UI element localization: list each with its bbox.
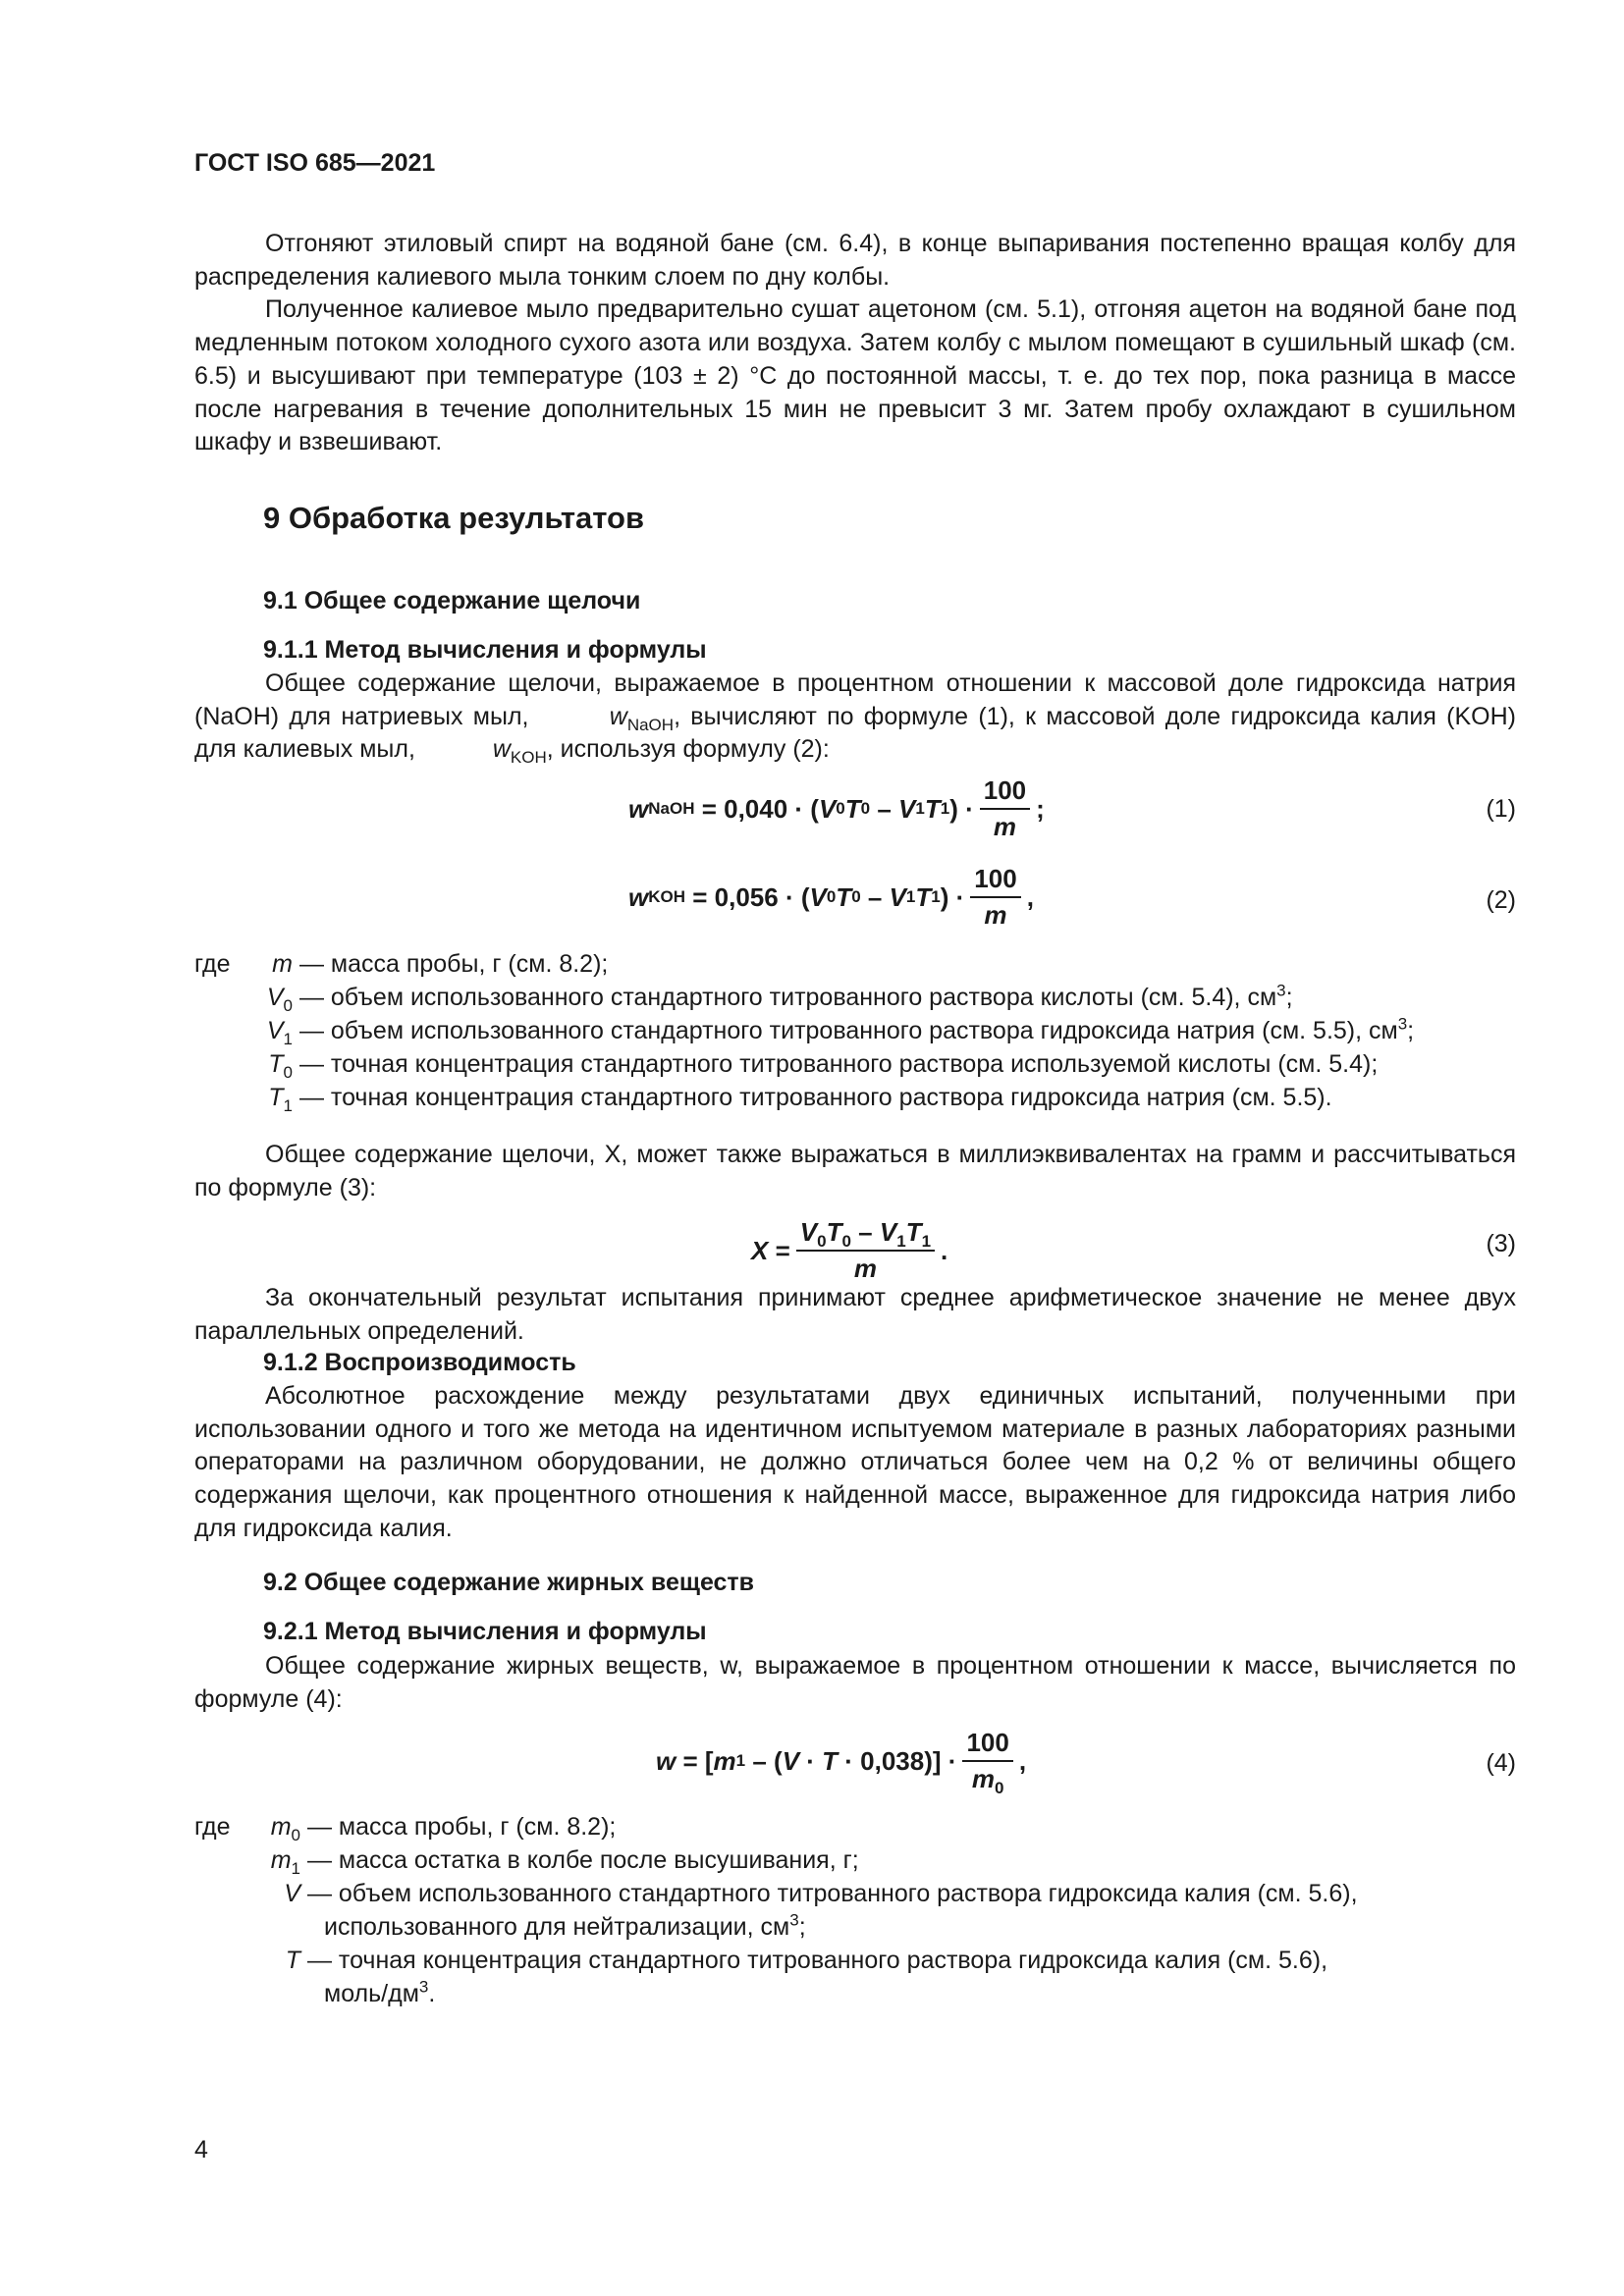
legend-item: m — масса пробы, г (см. 8.2); bbox=[272, 950, 609, 978]
legend-item: $T_0$ — точная концентрация стандартного титрованного раствора используемой кислоты (см. 5.4); bbox=[268, 1050, 1379, 1082]
legend-item: $m_1$ — масса остатка в колбе после высушивания, г; bbox=[270, 1846, 859, 1878]
formula-4-legend bbox=[194, 1811, 1516, 2037]
formula-3: X = $\frac{V_0T_0 - V_1T_1}{m}$ . bbox=[751, 1217, 948, 1283]
formula-1: w NaOH = 0,040 · ( V 0 T 0 – V 1 T 1 ) · $\frac{100}{m}$ ; bbox=[628, 775, 1045, 841]
legend-item: $V_1$ — объем использованного стандартного титрованного раствора гидроксида натрия (см. 5.5), $см^3$; bbox=[266, 1014, 1415, 1048]
section-9-1-1-title: 9.1.1 Метод вычисления и формулы bbox=[263, 636, 707, 664]
document-header: ГОСТ ISO 685—2021 bbox=[194, 149, 436, 177]
fatty-matter-paragraph: Общее содержание жирных веществ, w, выражаемое в процентном отношении к массе, вычисляется по формуле (4): bbox=[194, 1652, 1516, 1713]
section-9-1-1-text bbox=[194, 667, 1516, 767]
legend-item: T — точная концентрация стандартного титрованного раствора гидроксида калия (см. 5.6), моль/$дм^3$. bbox=[285, 1947, 1328, 2007]
legend-item: $T_1$ — точная концентрация стандартного титрованного раствора гидроксида натрия (см. 5.5). bbox=[268, 1084, 1332, 1115]
alkali-meq-paragraph: Общее содержание щелочи, X, может также выражаться в миллиэквивалентах на грамм и рассчитываться по формуле (3): bbox=[194, 1141, 1516, 1201]
intro-paragraph-2: Полученное калиевое мыло предварительно сушат ацетоном (см. 5.1), отгоняя ацетон на водяной бане под медленным потоком холодного сухого азота или воздуха. Затем колбу с мылом помещают в сушильный шкаф (см. 6.5) и высушивают при температуре (103 ± 2) °С до постоянной массы, т. е. до тех пор, пока разница в массе после нагревания в течение дополнительных 15 мин не превысит 3 мг. Затем пробу охлаждают в сушильном шкафу и взвешивают. bbox=[194, 295, 1516, 456]
formula-1-number: (1) bbox=[1486, 795, 1516, 823]
intro-paragraph-1: Отгоняют этиловый спирт на водяной бане (см. 6.4), в конце выпаривания постепенно вращая колбу для распределения калиевого мыла тонким слоем по дну колбы. bbox=[194, 230, 1516, 291]
legend-item: $m_0$ — масса пробы, г (см. 8.2); bbox=[270, 1813, 617, 1844]
reproducibility-text bbox=[194, 1380, 1516, 1546]
final-result-paragraph: За окончательный результат испытания принимают среднее арифметическое значение не менее двух параллельных определений. bbox=[194, 1284, 1516, 1345]
reproducibility-paragraph: Абсолютное расхождение между результатами двух единичных испытаний, полученными при использовании одного и того же метода на идентичном испытуемом материале в разных лабораториях разными операторами на различном оборудовании, не должно отличаться более чем на 0,2 % от величины общего содержания щелочи, как процентного отношения к найденной массе, выраженное для гидроксида натрия либо для гидроксида калия. bbox=[194, 1382, 1516, 1542]
legend-item: $V_0$ — объем использованного стандартного титрованного раствора кислоты (см. 5.4), $см^3$; bbox=[266, 981, 1293, 1015]
where-label: где bbox=[194, 1813, 231, 1841]
fatty-matter-text bbox=[194, 1650, 1516, 1716]
formula-4: w = [ m 1 – ( V · T · 0,038)] · $\frac{100}{m_0}$ , bbox=[656, 1728, 1027, 1798]
section-9-2-title: 9.2 Общее содержание жирных веществ bbox=[263, 1569, 755, 1596]
page-number: 4 bbox=[194, 2136, 208, 2163]
formula-2-number: (2) bbox=[1486, 886, 1516, 914]
formula-4-number: (4) bbox=[1486, 1749, 1516, 1777]
section-9-2-1-title: 9.2.1 Метод вычисления и формулы bbox=[263, 1618, 707, 1645]
final-result-text bbox=[194, 1282, 1516, 1348]
section-9-1-title: 9.1 Общее содержание щелочи bbox=[263, 587, 641, 614]
where-label: где bbox=[194, 950, 231, 978]
alkali-intro-paragraph: Общее содержание щелочи, выражаемое в процентном отношении к массовой доле гидроксида натрия (NaOH) для натриевых мыл, $w_{NaOH}$, вычисляют по формуле (1), к массовой доле гидроксида калия (KOH) для калиевых мыл, $w_{KOH}$, используя формулу (2): bbox=[194, 669, 1516, 768]
section-9-1-2-title: 9.1.2 Воспроизводимость bbox=[263, 1349, 576, 1376]
legend-item: V — объем использованного стандартного титрованного раствора гидроксида калия (см. 5.6), использованного для нейтрализации, $см^3$; bbox=[284, 1880, 1358, 1941]
alkali-meq-text bbox=[194, 1139, 1516, 1204]
formula-3-number: (3) bbox=[1486, 1230, 1516, 1257]
intro-text bbox=[194, 228, 1516, 459]
section-9-title: 9 Обработка результатов bbox=[263, 501, 645, 535]
formula-1-2-legend bbox=[194, 948, 1516, 1125]
formula-2: w KOH = 0,056 · ( V 0 T 0 – V 1 T 1 ) · $\frac{100}{m}$ , bbox=[628, 864, 1034, 930]
